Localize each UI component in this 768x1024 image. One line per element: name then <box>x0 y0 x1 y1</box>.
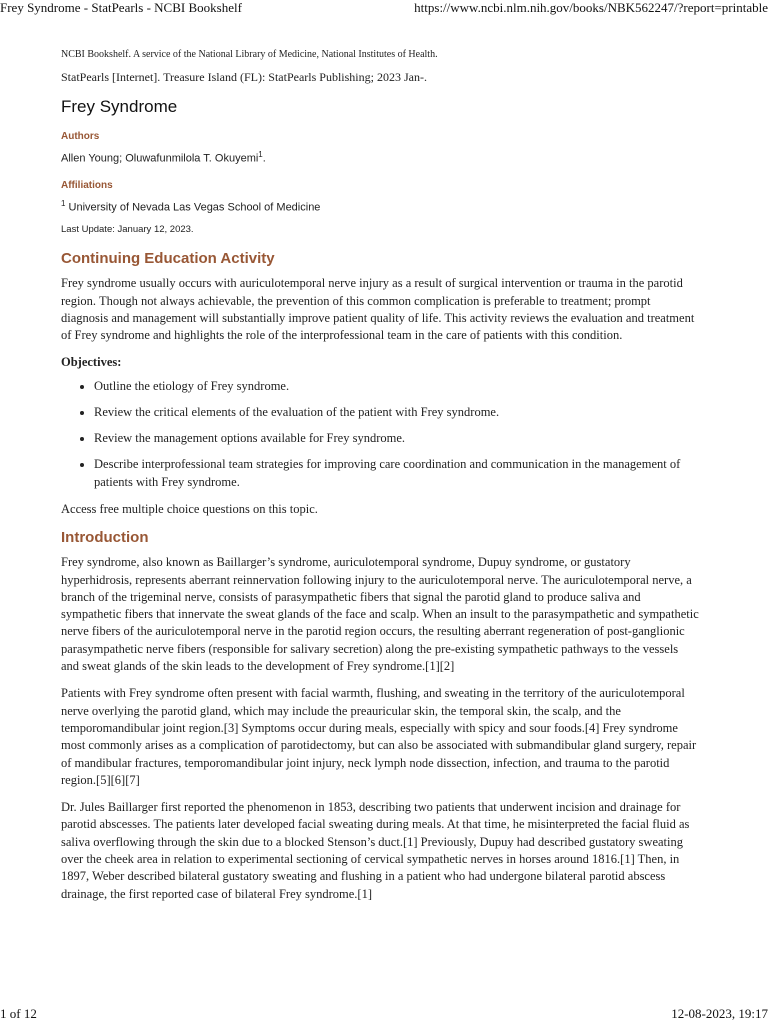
list-item: • Review the management options available for Frey syndrome. <box>94 430 699 447</box>
bookshelf-note: NCBI Bookshelf. A service of the National Library of Medicine, National Institutes of Health. <box>61 49 438 60</box>
print-datetime: 12-08-2023, 19:17 <box>671 1006 768 1021</box>
objectives-list <box>61 378 699 491</box>
print-footer <box>0 1002 768 1024</box>
page-tab-title: Frey Syndrome - StatPearls - NCBI Bookshelf <box>0 0 242 15</box>
list-item: • Outline the etiology of Frey syndrome. <box>94 378 699 395</box>
intro-paragraph-3: Dr. Jules Baillarger first reported the phenomenon in 1853, describing two patients that underwent incision and drainage for parotid abscesses. The patients later developed facial sweating during meals. At that time, he misinterpreted the facial fluid as saliva overflowing through the skin due to a blocked Stenson’s duct.[1] Previously, Dupuy had described gustatory sweating over the cheek area in relation to experimental sectioning of cervical sympathetic nerves in horses around 1816.[1] Then, in 1897, Weber described bilateral gustatory sweating and flushing in a patient who had undergone bilateral parotid abscess drainage, the first reported case of bilateral Frey syndrome.[1] <box>61 800 690 901</box>
authors-names[interactable]: Allen Young; Oluwafunmilola T. Okuyemi <box>61 152 259 165</box>
affiliation-ref: 1 <box>61 198 66 208</box>
objectives-label: Objectives: <box>61 354 122 369</box>
section-heading-cea: Continuing Education Activity <box>61 250 275 268</box>
cea-paragraph: Frey syndrome usually occurs with auriculotemporal nerve injury as a result of surgical intervention or trauma in the parotid region. Though not always achievable, the prevention of this common complication is preferable to treatment; prompt diagnosis and management will substantially improve patient quality of life. This activity reviews the evaluation and treatment of Frey syndrome and highlights the role of the interprofessional team in the care of patients with this condition. <box>61 276 695 343</box>
intro-paragraph-1: Frey syndrome, also known as Baillarger’s syndrome, auriculotemporal syndrome, Dupuy syndrome, or gustatory hyperhidrosis, represents aberrant reinnervation following injury to the auriculotemporal nerve. The auriculotemporal nerve, a branch of the trigeminal nerve, consists of parasympathetic fibers that signal the parotid gland to produce saliva and sympathetic fibers that innervate the sweat glands of the face and scalp. When an insult to the parasympathetic and sympathetic nerve fibers of the auriculotemporal nerve in the parotid region occurs, the resulting aberrant regeneration of post-ganglionic parasympathetic nerve fibers (responsible for salivary secretion) along the pre-existing sympathetic pathways to the vessels and sweat glands of the skin leads to the development of Frey syndrome.[1][2] <box>61 555 699 674</box>
authors-label: Authors <box>61 131 100 142</box>
page-url[interactable]: https://www.ncbi.nlm.nih.gov/books/NBK562247/?report=printable <box>414 0 768 15</box>
last-update: Last Update: January 12, 2023. <box>61 224 194 236</box>
access-questions-link[interactable]: Access free multiple choice questions on this topic. <box>61 501 318 516</box>
page-title: Frey Syndrome <box>61 97 178 116</box>
citation: StatPearls [Internet]. Treasure Island (FL): StatPearls Publishing; 2023 Jan-. <box>61 70 427 84</box>
authors-affiliation-ref: 1 <box>258 150 263 159</box>
page-number: 1 of 12 <box>0 1006 37 1021</box>
article-content <box>61 48 699 913</box>
list-item: • Review the critical elements of the evaluation of the patient with Frey syndrome. <box>94 404 699 421</box>
affiliations-label: Affiliations <box>61 179 113 191</box>
authors-end: . <box>262 152 266 165</box>
section-heading-introduction: Introduction <box>61 529 149 547</box>
affiliation-text: University of Nevada Las Vegas School of Medicine <box>65 201 321 214</box>
print-header <box>0 0 768 20</box>
list-item: • Describe interprofessional team strategies for improving care coordination and communication in the management of patients with Frey syndrome. <box>94 456 699 491</box>
intro-paragraph-2: Patients with Frey syndrome often present with facial warmth, flushing, and sweating in the territory of the auriculotemporal nerve overlying the parotid gland, which may include the preauricular skin, the temporal skin, the scalp, and the temporomandibular joint region.[3] Symptoms occur during meals, especially with spicy and sour foods.[4] Frey syndrome most commonly arises as a complication of parotidectomy, but can also be associated with submandibular gland surgery, repair of mandibular fractures, temporomandibular joint injury, neck lymph node dissection, infection, and trauma to the parotid region.[5][6][7] <box>61 686 697 787</box>
authors <box>61 148 699 166</box>
affiliations <box>61 197 699 215</box>
